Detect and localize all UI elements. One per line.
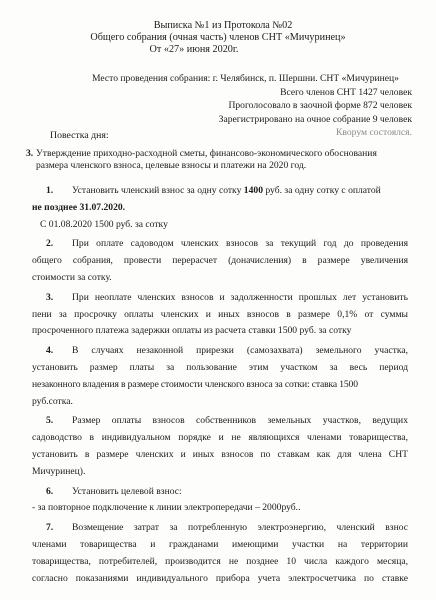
- payment-deadline: не позднее 31.07.2020.: [32, 201, 126, 213]
- resolution-paragraph-5: [32, 413, 408, 480]
- paragraph-number: 3.: [46, 291, 54, 303]
- fee-amount: 1400: [243, 185, 263, 196]
- paragraph-text: руб. за одну сотку с оплатой: [262, 185, 381, 196]
- paragraph-text: В случаях незаконной прирезки (самозахвата) земельного участка,: [72, 345, 408, 357]
- fee-after-deadline: С 01.08.2020 1500 руб. за сотку: [40, 218, 168, 230]
- paragraph-text: стоимости за сотку.: [32, 271, 112, 283]
- paragraph-text: При неоплате членских взносов и задолженности прошлых лет установить: [72, 291, 408, 303]
- document-subtitle: Общего собрания (очная часть) членов СНТ «Мичуринец»: [90, 32, 346, 43]
- paragraph-text: Установить целевой взнос:: [72, 485, 182, 497]
- paragraph-number: 5.: [46, 415, 54, 427]
- paragraph-text: незаконного владения в размере стоимости членского взноса за сотки: ставка 1500: [32, 378, 358, 390]
- paragraph-text: общего собрания, провести перерасчет (доначисления) в размере увеличения: [32, 255, 408, 267]
- paragraph-text: Возмещение затрат за потребленную электроэнергию, членский взнос: [72, 522, 408, 534]
- document-date: От «27» июня 2020г.: [149, 44, 239, 55]
- resolution-paragraph-2: [32, 236, 408, 286]
- paragraph-text: Размер оплаты взносов собственников земельных участков, ведущих: [72, 415, 408, 427]
- meeting-place: Место проведения собрания: г. Челябинск, п. Шершни. СНТ «Мичуринец»: [92, 73, 399, 84]
- paragraph-text: Установить членский взнос за одну сотку: [72, 185, 244, 196]
- resolution-paragraph-1: [32, 183, 408, 233]
- paragraph-text: Мичуринец).: [32, 465, 86, 477]
- paragraph-text: просроченного платежа задержки оплаты из расчета ставки 1500 руб. за сотку: [32, 325, 352, 337]
- paragraph-number: 4.: [46, 345, 54, 357]
- paragraph-text: садоводство в индивидуальном порядке и не являющихся членами товарищества,: [32, 432, 408, 444]
- paragraph-text: установить в размере членских и иных взносов по ставкам как для члена СНТ: [32, 448, 408, 460]
- paragraph-number: 6.: [46, 485, 54, 497]
- resolution-body: [32, 183, 408, 590]
- quorum-status: Кворум состоялся.: [336, 127, 412, 138]
- document-title: Выписка №1 из Протокола №02: [153, 20, 293, 31]
- paragraph-number: 2.: [46, 238, 54, 250]
- agenda-title: Повестка дня:: [50, 130, 109, 141]
- resolution-paragraph-4: [32, 343, 408, 410]
- resolution-paragraph-6: [32, 484, 408, 518]
- agenda-item-number: 3.: [26, 148, 34, 159]
- voted-absentee: Проголосовало в заочной форме 872 человек: [228, 100, 412, 111]
- document-header: [0, 20, 436, 56]
- members-total: Всего членов СНТ 1427 человек: [280, 86, 412, 98]
- paragraph-number: 1.: [46, 185, 54, 196]
- agenda-item-text-line: размера членского взноса, целевые взносы и платежи на 2020 год.: [36, 159, 307, 171]
- agenda-item-text-line: Утверждение приходно-расходной сметы, финансово-экономического обоснования: [36, 148, 377, 159]
- paragraph-text: установить размер платы за пользование этим участком за весь период: [32, 361, 408, 373]
- resolution-paragraph-3: [32, 290, 408, 340]
- paragraph-text: пени за просрочку оплаты членских и иных взносов в размере 0,1% от суммы: [32, 308, 408, 320]
- paragraph-text: - за повторное подключение к линии электропередачи – 2000руб..: [32, 502, 301, 514]
- registered-in-person: Зарегистрировано на очное собрание 9 человек: [218, 113, 412, 125]
- paragraph-text: руб.сотка.: [32, 395, 73, 407]
- paragraph-text: При оплате садоводом членских взносов за текущий год до проведения: [72, 238, 408, 250]
- paragraph-number: 7.: [46, 522, 54, 534]
- resolution-paragraph-7: [32, 520, 408, 587]
- paragraph-text: членами товарищества и гражданами имеющими участки на территории: [32, 538, 408, 550]
- paragraph-text: согласно показаниями индивидуального прибора учета электросчетчика по ставке: [32, 572, 408, 584]
- agenda-item-3: [26, 148, 398, 171]
- paragraph-text: товарищества, потребителей, производится не позднее 10 числа каждого месяца,: [32, 555, 408, 567]
